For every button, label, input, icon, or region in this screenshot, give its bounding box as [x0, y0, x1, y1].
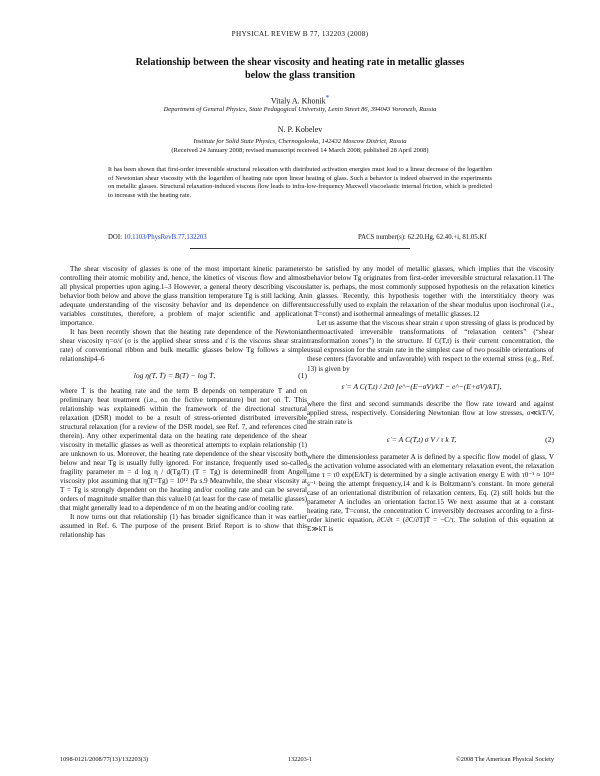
title-line-2: below the glass transition: [244, 70, 356, 81]
affiliation-2: Institute for Solid State Physics, Chernogolovka, 142432 Moscow District, Russia: [193, 138, 407, 145]
doi-line: [108, 234, 207, 241]
equation-1: [60, 365, 307, 387]
author-1-footnote-mark[interactable]: *: [325, 94, 330, 102]
received-dates: (Received 24 January 2008; revised manuscript received 14 March 2008; published 28 April 2008): [171, 147, 429, 154]
equation-2-number: (2): [545, 434, 554, 444]
right-column: [307, 265, 554, 534]
right-paragraph-1: to be satisfied by any model of metallic glasses, which implies that the viscosity behavior below Tg originates from first-order irreversible structural relaxation.11 The latter is, perhaps, the most commonly supposed hypothesis on the relaxation kinetics in glasses. Recently, this hypothesis together with the interstitialcy theory was successfully used to explain the relaxation of the shear modulus upon isochronal (i.e., at Ṫ=const) and isothermal annealings of metallic glasses.12: [307, 265, 554, 319]
equation-2: [307, 427, 554, 453]
footer-copyright: ©2008 The American Physical Society: [455, 756, 554, 763]
left-paragraph-3: where Ṫ is the heating rate and the term B depends on temperature T and on preliminary heat treatment (i.e., on the fictive temperature) but not on Ṫ. This relationship was explained6 within the framework of the directional structural relaxation (DSR) model to be a result of stress-oriented distributed irreversible structural relaxation (for a review of the DSR model, see Ref. 7, and references cited therein). Any other experimental data on the heating rate dependence of the shear viscosity in metallic glasses as well as theoretical attempts to explain relationship (1) are unknown to us. Moreover, the heating rate dependence of the shear viscosity both below and near Tg is usually fully ignored. For instance, frequently used so-called fragility parameter m = d log η / d(Tg/T) (T = Tg) is determined8 from Angell viscosity plot assuming that η(T=Tg) = 10¹² Pa s.9 Meanwhile, the shear viscosity at T = Tg is strongly dependent on the heating and/or cooling rate and can be several orders of magnitude smaller than this value10 (at least for the case of metallic glasses) that might generally lead to a dependence of m on the heating and/or cooling rate.: [60, 386, 307, 513]
author-1-name: Vitaly A. Khonik: [270, 96, 326, 106]
affiliation-1: Department of General Physics, State Pedagogical University, Lenin Street 86, 394043 Voronezh, Russia: [163, 106, 437, 113]
equation-strain-rate-body: ε̇ = A C(T,t) / 2τ0 [e^−(E−σV)/kT − e^−(E+σV)/kT],: [341, 381, 502, 391]
equation-1-body: log η(T, Ṫ) = B(T) − log Ṫ,: [133, 370, 216, 380]
right-paragraph-3: where the first and second summands describe the flow rate toward and against applied stress, respectively. Considering Newtonian flow at low stresses, σ≪kT/V, the strain rate is: [307, 399, 554, 426]
doi-label: DOI:: [108, 234, 122, 241]
left-paragraph-4: It now turns out that relationship (1) has broader significance than it was earlier assumed in Ref. 6. The purpose of the present Brief Report is to show that this relationship has: [60, 513, 307, 540]
doi-link[interactable]: 10.1103/PhysRevB.77.132203: [123, 234, 207, 241]
right-paragraph-4: where the dimensionless parameter A is defined by a specific flow model of glass, V is the activation volume associated with an elementary relaxation event, the relaxation time τ = τ0 exp(E/kT) is determined by a single activation energy E with τ0⁻¹ ≈ 10¹³ s⁻¹ being the attempt frequency,14 and k is Boltzmann’s constant. In more general case of an orientational distribution of relaxation centers, Eq. (2) still holds but the parameter A includes an orientation factor.15 We next assume that at a constant heating rate, Ṫ=const, the concentration C irreversibly decreases according to a first-order kinetic equation, ∂C/∂t = (∂C/∂T)Ṫ = −C/τ. The solution of this equation at E≫kT is: [307, 452, 554, 534]
equation-strain-rate: [307, 374, 554, 400]
equation-2-body: ε̇ = A C(T,t) σ V / τ k T,: [386, 434, 457, 444]
journal-header: PHYSICAL REVIEW B 77, 132203 (2008): [231, 30, 369, 38]
right-paragraph-2: Let us assume that the viscous shear strain ε upon stressing of glass is produced by thermoactivated irreversible transformations of “relaxation centers” (“shear transformation zones”) in the structure. If C(T,t) is their current concentration, the usual expression for the strain rate in the simplest case of two possible orientations of these centers (favorable and unfavorable) with respect to the external stress (e.g., Ref. 13) is given by: [307, 319, 554, 373]
pacs-numbers: PACS number(s): 62.20.Hg, 62.40.+i, 81.05.Kf: [358, 234, 487, 241]
author-2: N. P. Kobelev: [277, 125, 323, 134]
footer-page-number: 132203-1: [287, 756, 313, 763]
author-1: [0, 94, 600, 106]
abstract: It has been shown that first-order irreversible structural relaxation with distributed activation energies must lead to a linear decrease of the logarithm of Newtonian shear viscosity with the logarithm of heating rate upon linear heating of glass. Such a behavior is indeed observed in the experiments on metallic glasses. Structural relaxation-induced viscous flow leads to infra-low-frequency Maxwell viscoelastic internal friction, which is predicted to increase with the heating rate.: [108, 166, 492, 199]
footer-issn: 1098-0121/2008/77(13)/132203(3): [60, 756, 149, 763]
paper-title: [80, 56, 520, 82]
left-column: [60, 265, 307, 540]
section-divider: [190, 248, 410, 249]
title-line-1: Relationship between the shear viscosity and heating rate in metallic glasses: [135, 57, 465, 68]
left-paragraph-2: It has been recently shown that the heating rate dependence of the Newtonian shear viscosity η=σ/ε̇ (σ is the applied shear stress and ε̇ is the viscous shear strain rate) of conventional ribbon and bulk metallic glasses below Tg follows a simple relationship4–6: [60, 328, 307, 364]
equation-1-number: (1): [298, 370, 307, 380]
left-paragraph-1: The shear viscosity of glasses is one of the most important kinetic parameters controlling their atomic mobility and, hence, the kinetics of viscous flow and almost all physical properties upon aging.1–3 However, a general theory describing viscous behavior both below and above the glass transition temperature Tg is still lacking. An adequate understanding of the viscosity behavior and its dependence on different variables constitutes, therefore, a problem of major scientific and application importance.: [60, 265, 307, 328]
